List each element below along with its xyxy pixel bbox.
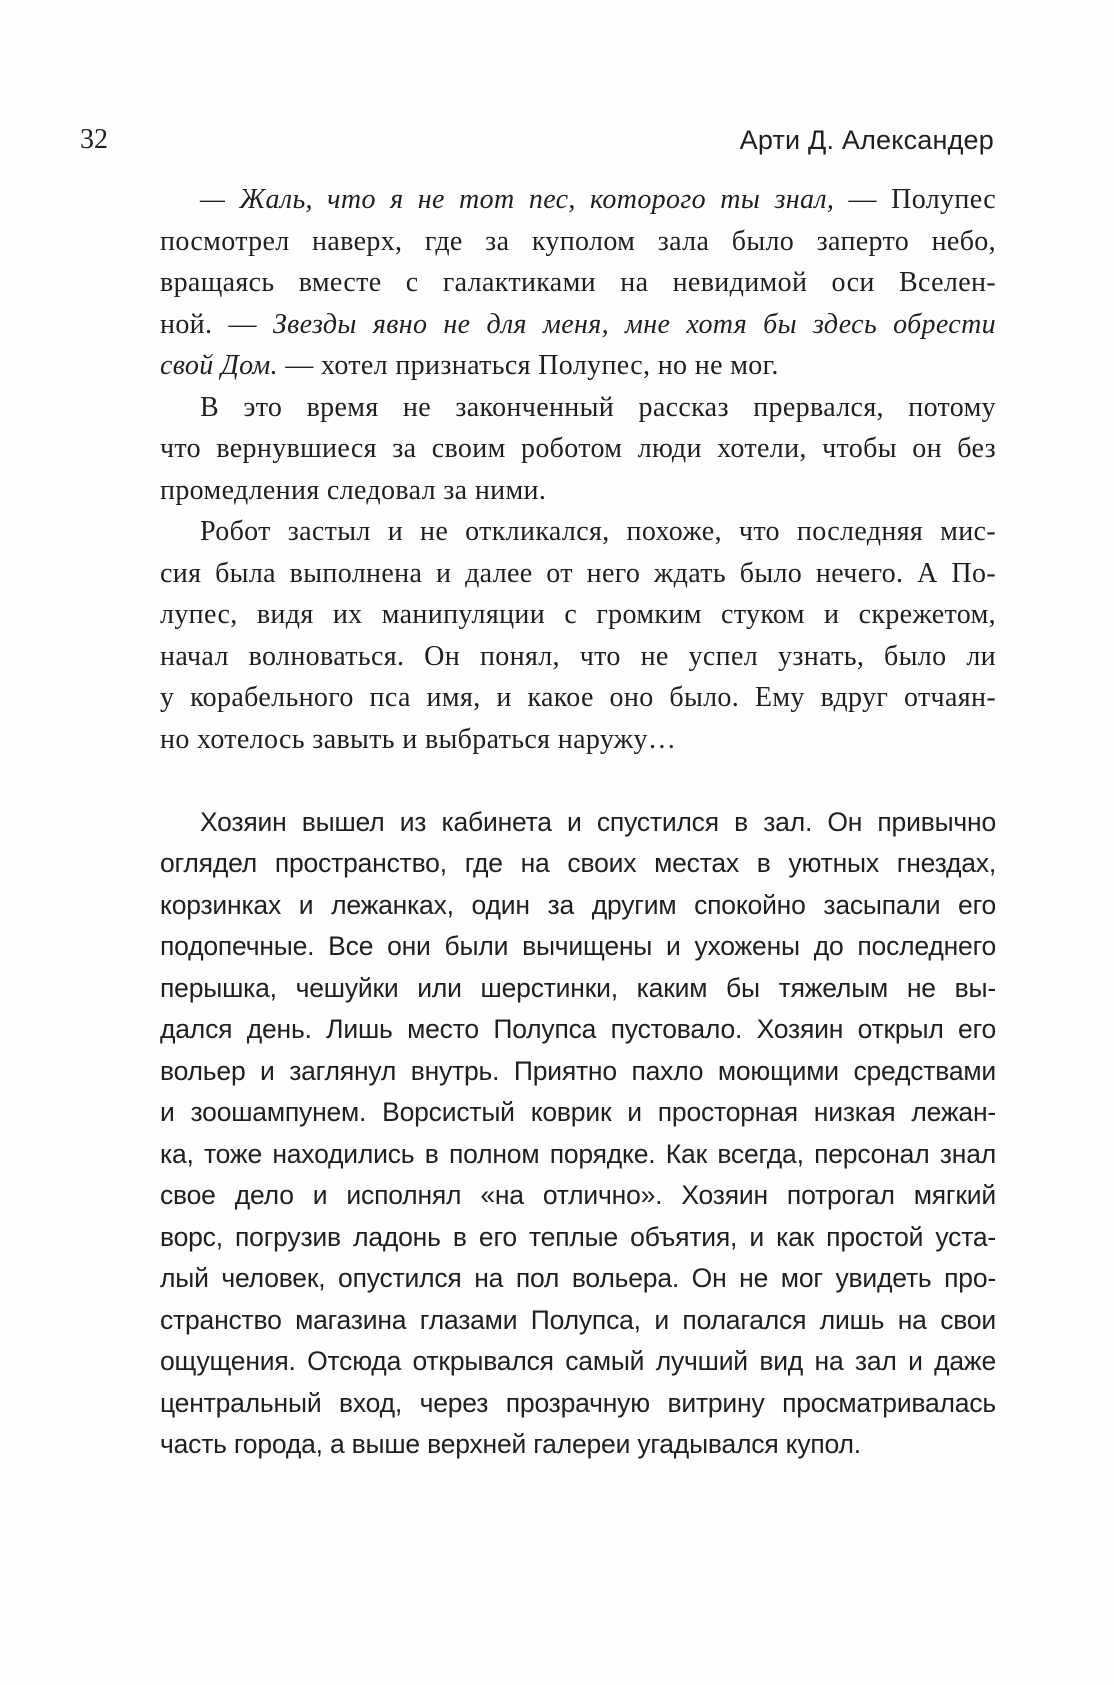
paragraph — [160, 802, 996, 1466]
text-run: — хотел признаться Полупес, но не мог. — [277, 350, 779, 381]
text-run: центральный вход, через прозрачную витрину просматривалась — [160, 1387, 996, 1418]
text-line — [160, 1009, 996, 1051]
text-run: Хозяин вышел из кабинета и спустился в зал. Он привычно — [200, 806, 996, 837]
running-head-author: Арти Д. Александер — [739, 125, 994, 155]
text-line — [160, 594, 996, 636]
text-run: но хотелось завыть и выбраться наружу… — [160, 723, 677, 755]
text-run: лупес, видя их манипуляции с громким стуком и скрежетом, — [160, 599, 996, 630]
section-break — [160, 760, 996, 802]
paragraph — [160, 179, 996, 387]
page-number: 32 — [80, 124, 108, 155]
text-line — [160, 1175, 996, 1217]
text-run: В это время не законченный рассказ прервался, потому — [200, 391, 996, 423]
text-run: сия была выполнена и далее от него ждать было нечего. А По- — [160, 557, 996, 589]
text-line — [160, 1134, 996, 1176]
text-run: ворс, погрузив ладонь в его теплые объятия, и как простой уста- — [160, 1221, 996, 1252]
text-line — [160, 1092, 996, 1134]
text-run: подопечные. Все они были вычищены и ухожены до последнего — [160, 931, 996, 961]
body-text — [160, 179, 996, 1466]
text-run: перышка, чешуйки или шерстинки, каким бы тяжелым не вы- — [160, 972, 996, 1003]
text-line — [160, 179, 996, 221]
text-line — [160, 719, 996, 761]
text-line — [160, 926, 996, 968]
text-line — [160, 345, 996, 387]
text-run: лый человек, опустился на пол вольера. Он не мог увидеть про- — [160, 1263, 996, 1293]
text-line — [160, 1424, 996, 1466]
text-line — [160, 428, 996, 470]
text-line — [160, 221, 996, 263]
text-line — [160, 1217, 996, 1259]
text-line — [160, 885, 996, 927]
text-run: посмотрел наверх, где за куполом зала было заперто небо, — [160, 225, 996, 257]
italic-run: — Жаль, что я не тот пес, которого ты знал, — [200, 184, 835, 215]
text-line — [160, 968, 996, 1010]
text-run: что вернувшиеся за своим роботом люди хотели, чтобы он без — [160, 433, 996, 464]
text-line — [160, 802, 996, 844]
text-run: ощущения. Отсюда открывался самый лучший вид на зал и даже — [160, 1346, 996, 1376]
text-line — [160, 636, 996, 678]
text-run: — Полупес — [834, 184, 996, 215]
text-run: ной. — — [160, 308, 273, 340]
text-line — [160, 677, 996, 719]
text-run: оглядел пространство, где на своих местах в уютных гнездах, — [160, 848, 996, 878]
text-line — [160, 553, 996, 595]
text-run: странство магазина глазами Полупса, и полагался лишь на свои — [160, 1304, 996, 1335]
italic-run: свой Дом. — [160, 350, 278, 381]
text-run: промедления следовал за ними. — [160, 474, 547, 506]
text-line — [160, 470, 996, 512]
paragraph — [160, 511, 996, 760]
text-line — [160, 511, 996, 553]
text-run: корзинках и лежанках, один за другим спокойно засыпали его — [160, 889, 996, 920]
paragraph — [160, 387, 996, 512]
italic-run: Звезды явно не для меня, мне хотя бы здесь обрести — [272, 308, 996, 340]
text-run: дался день. Лишь место Полупса пустовало. Хозяин открыл его — [160, 1014, 996, 1044]
text-line — [160, 1341, 996, 1383]
text-line — [160, 262, 996, 304]
text-line — [160, 1300, 996, 1342]
text-line — [160, 1258, 996, 1300]
text-line — [160, 1383, 996, 1425]
text-run: свое дело и исполнял «на отлично». Хозяин потрогал мягкий — [160, 1180, 996, 1210]
text-line — [160, 843, 996, 885]
text-run: часть города, а выше верхней галереи угадывался купол. — [160, 1429, 861, 1459]
page-header — [80, 122, 994, 158]
text-run: Робот застыл и не откликался, похоже, что последняя мис- — [200, 516, 996, 547]
text-run: вольер и заглянул внутрь. Приятно пахло моющими средствами — [160, 1055, 996, 1086]
text-run: ка, тоже находились в полном порядке. Как всегда, персонал знал — [160, 1138, 996, 1169]
text-run: начал волноваться. Он понял, что не успел узнать, было ли — [160, 640, 996, 672]
text-line — [160, 1051, 996, 1093]
text-line — [160, 387, 996, 429]
text-run: у корабельного пса имя, и какое оно было. Ему вдруг отчаян- — [160, 682, 996, 713]
text-run: и зоошампунем. Ворсистый коврик и просторная низкая лежан- — [160, 1097, 996, 1127]
text-line — [160, 304, 996, 346]
text-run: вращаясь вместе с галактиками на невидимой оси Вселен- — [160, 267, 996, 298]
